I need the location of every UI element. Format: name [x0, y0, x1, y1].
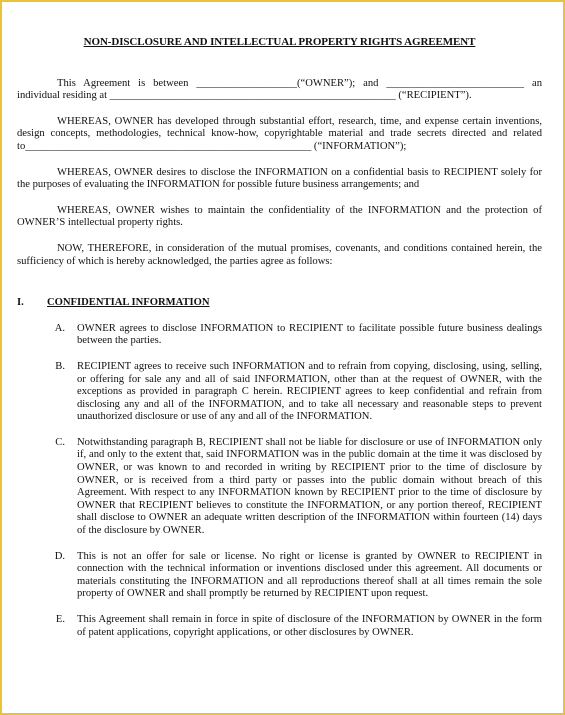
section-heading — [17, 297, 542, 310]
whereas-paragraph-3: WHEREAS, OWNER wishes to maintain the confidentiality of the INFORMATION and the protection of OWNER’S intellectual property rights. — [17, 204, 542, 229]
clause-letter: B. — [55, 360, 65, 372]
whereas-paragraph-1: WHEREAS, OWNER has developed through substantial effort, research, time, and expense certain inventions, design concepts, methodologies, technical know-how, copyrightable material and trade secrets directed and related to______________________________________________________ (“INFORMATION”); — [17, 115, 542, 152]
whereas-paragraph-2: WHEREAS, OWNER desires to disclose the INFORMATION on a confidential basis to RECIPIENT solely for the purposes of evaluating the INFORMATION for possible future business arrangements; and — [17, 166, 542, 191]
clause-letter: C. — [55, 436, 65, 448]
document-body — [17, 36, 542, 652]
clause-item — [17, 614, 542, 639]
section-title: CONFIDENTIAL INFORMATION — [47, 297, 210, 309]
clause-text: This is not an offer for sale or license. No right or license is granted by OWNER to RECIPIENT in connection with the technical information or inventions disclosed under this agreement. All documents or materials constituting the INFORMATION and all reproductions thereof shall at all times remain the sole property of OWNER and shall promptly be returned by RECIPIENT upon request. — [77, 550, 542, 600]
clause-letter: E. — [55, 614, 65, 625]
clause-item — [17, 437, 542, 538]
clause-letter: A. — [54, 322, 65, 334]
clause-item — [17, 551, 542, 601]
section-number: I. — [17, 297, 24, 309]
clause-text: OWNER agrees to disclose INFORMATION to RECIPIENT to facilitate possible future business dealings between the parties. — [77, 322, 542, 347]
document-title: NON-DISCLOSURE AND INTELLECTUAL PROPERTY RIGHTS AGREEMENT — [83, 36, 476, 48]
clause-text: This Agreement shall remain in force in spite of disclosure of the INFORMATION by OWNER in the form of patent applications, copyright applications, or other disclosures by OWNER. — [77, 614, 542, 638]
intro-paragraph: This Agreement is between ___________________(“OWNER”); and __________________________ an individual residing at ______________________________________________________ (“RECIPIENT”). — [17, 77, 542, 102]
therefore-paragraph: NOW, THEREFORE, in consideration of the mutual promises, covenants, and conditions contained herein, the sufficiency of which is hereby acknowledged, the parties agree as follows: — [17, 242, 542, 267]
clause-item — [17, 361, 542, 424]
clause-text: RECIPIENT agrees to receive such INFORMATION and to refrain from copying, disclosing, using, selling, or offering for sale any and all of said INFORMATION, other than at the request of OWNER, with the exceptions as provided in paragraph C herein. RECIPIENT agrees to keep confidential and refrain from disclosing any and all of the INFORMATION, and to take all necessary and reasonable steps to prevent unauthorized disclosure or use of any and all of the INFORMATION. — [77, 360, 542, 423]
clause-letter: D. — [54, 550, 65, 562]
clause-text: Notwithstanding paragraph B, RECIPIENT shall not be liable for disclosure or use of INFORMATION only if, and only to the extent that, said INFORMATION was in the public domain at the time it was disclosed by OWNER, or was known to and recorded in writing by RECIPIENT prior to the time of disclosure by OWNER, or is received from a third party or passes into the public domain without breach of this Agreement. With respect to any INFORMATION known by RECIPIENT prior to the time of disclosure by OWNER that RECIPIENT believes to constitute the INFORMATION, or any portion thereof, RECIPIENT shall disclose to OWNER an adequate written description of the INFORMATION within fourteen (14) days of the disclosure by OWNER. — [77, 436, 542, 537]
clause-item — [17, 323, 542, 348]
